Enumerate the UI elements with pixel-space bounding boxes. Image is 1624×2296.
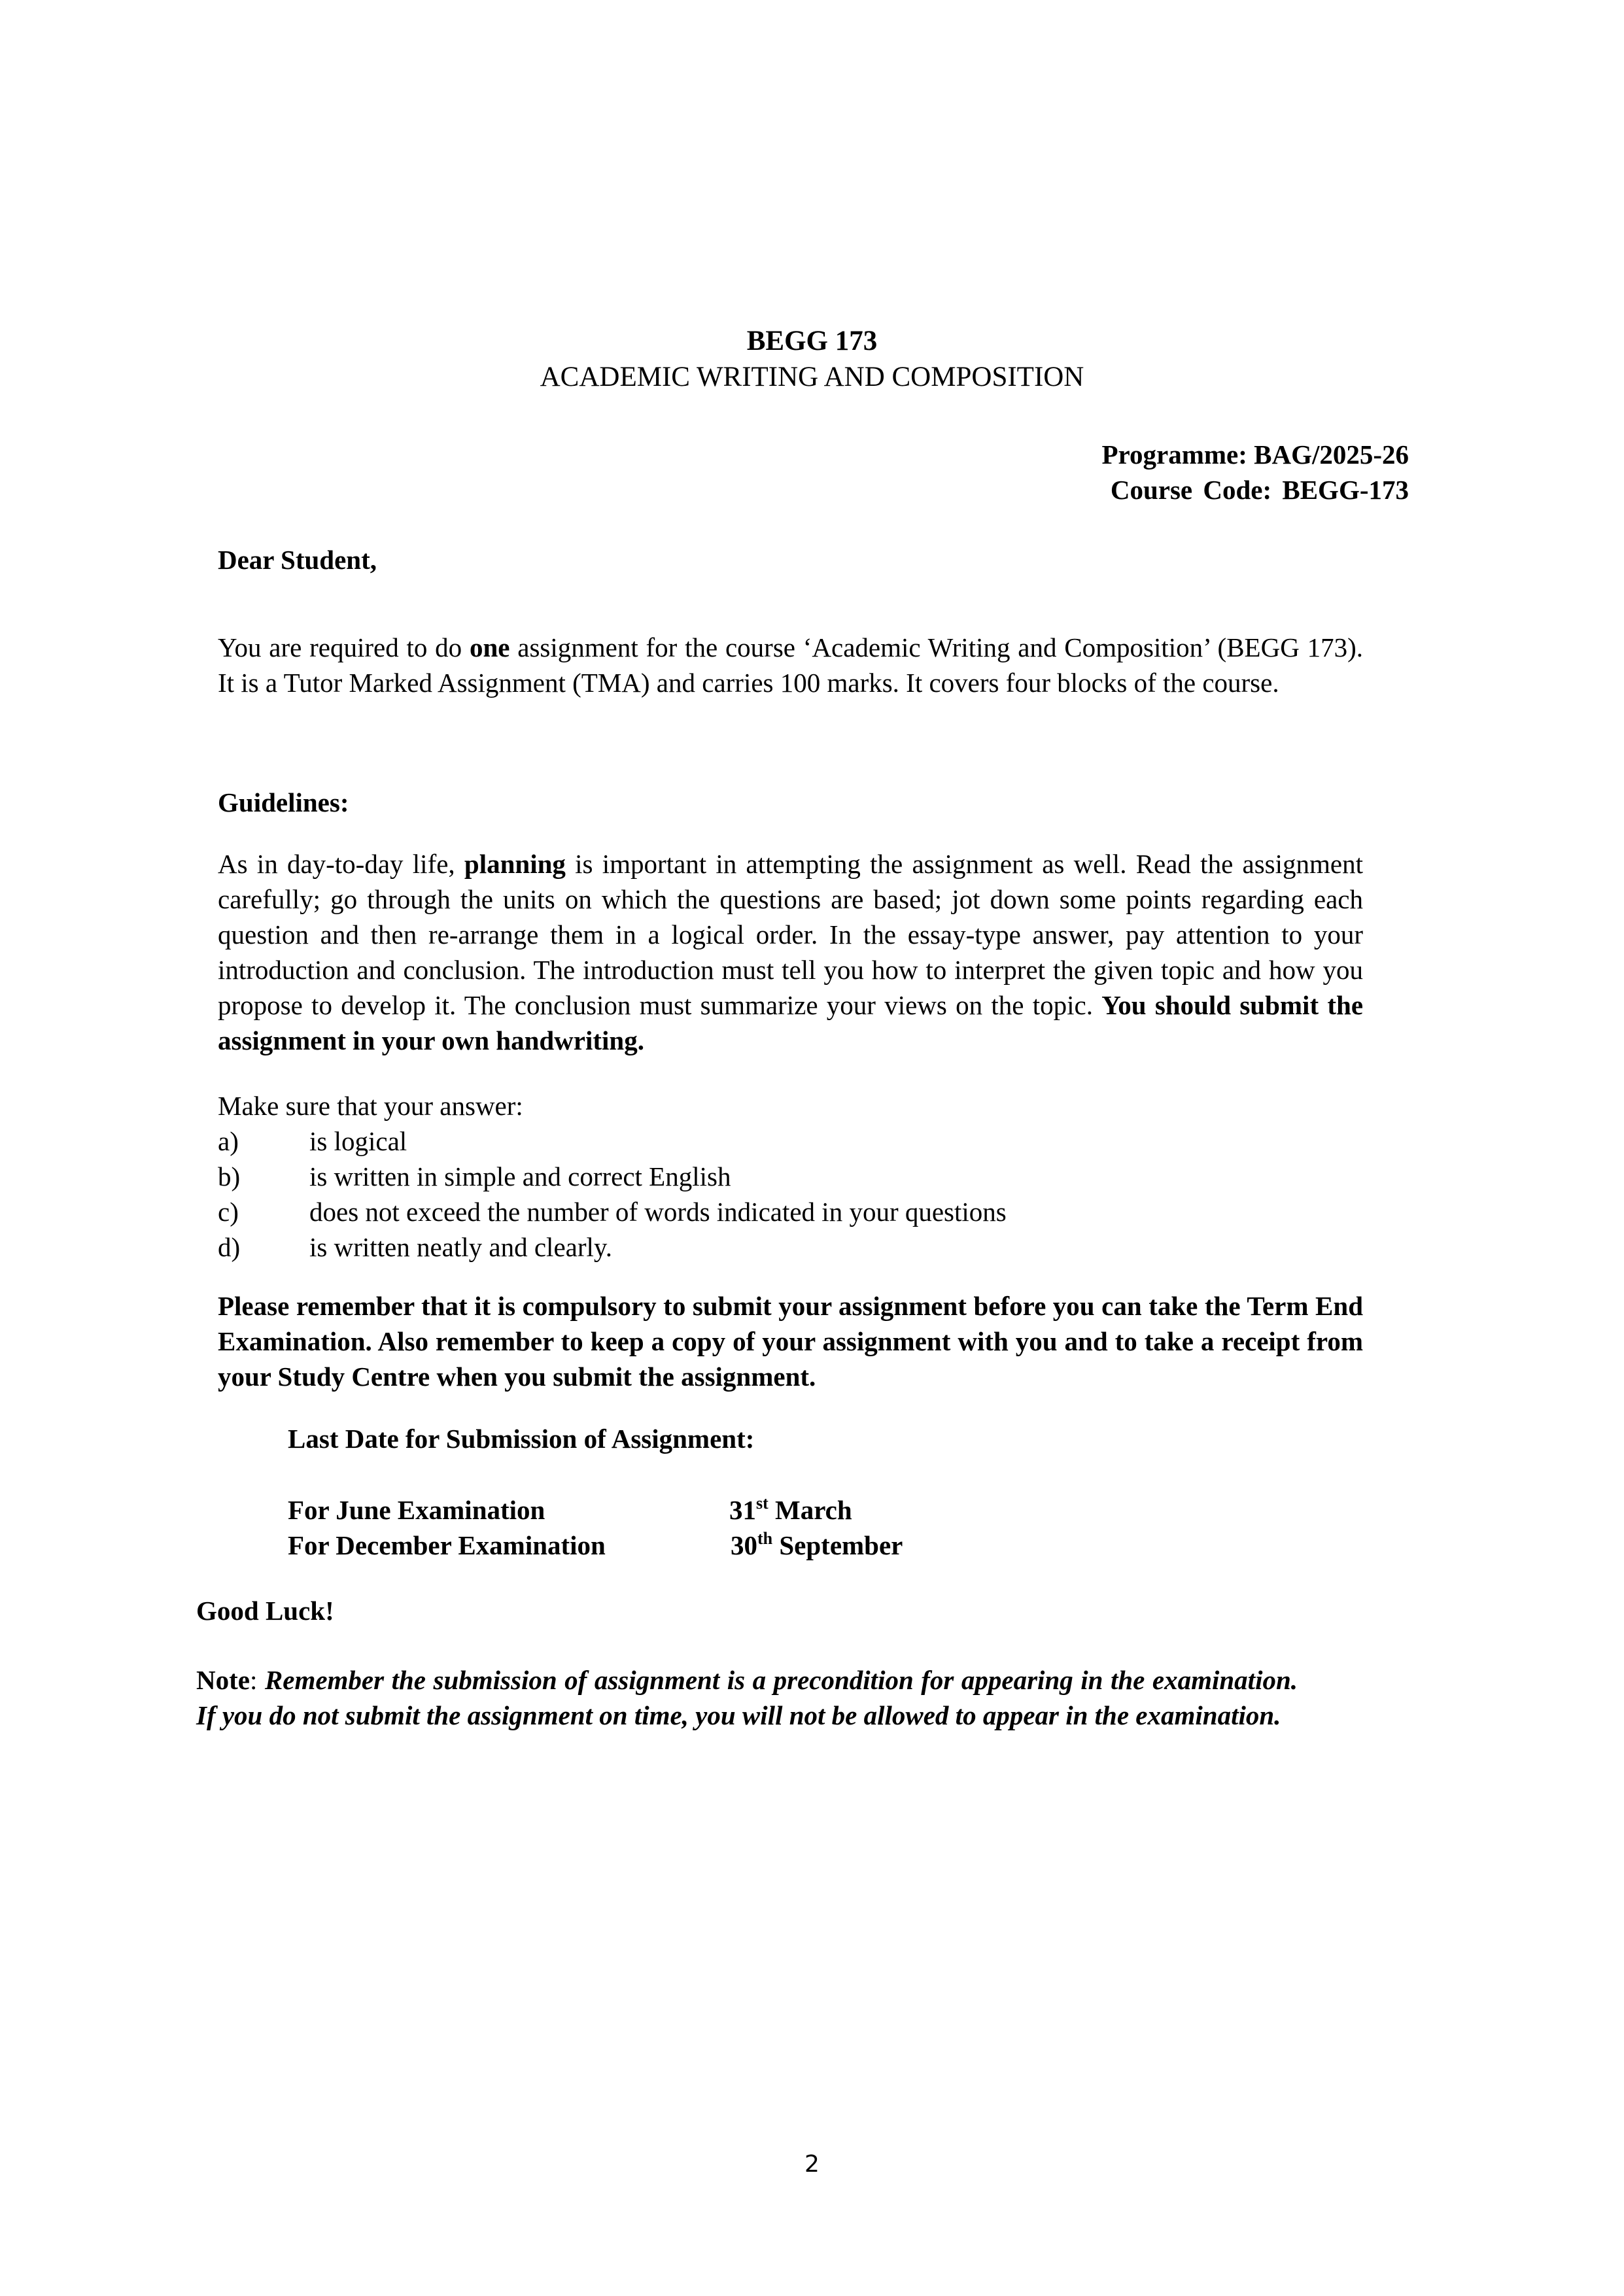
course-name-title: ACADEMIC WRITING AND COMPOSITION [540,362,1084,392]
list-item [218,1229,612,1265]
note-colon: : [249,1665,258,1695]
deadline-date-december [731,1528,903,1563]
intro-text-end: assignment for the course ‘Academic Writing and Composition’ (BEGG 173). It is a Tutor Marked Assignment (TMA) and carries 100 marks. It covers four blocks of the course. [218,632,1363,698]
deadline-day-suffix: th [757,1529,773,1548]
deadline-exam-june: For June Examination [288,1495,545,1525]
guidelines-paragraph [218,846,1363,1058]
note-paragraph [196,1662,1298,1733]
list-item-text: does not exceed the number of words indicated in your questions [309,1197,1007,1227]
intro-bold-one: one [469,632,510,662]
list-item [218,1123,407,1159]
list-item-text: is written neatly and clearly. [309,1232,612,1262]
guidelines-heading: Guidelines: [218,787,349,817]
closing-good-luck: Good Luck! [196,1596,334,1626]
list-item-label: c) [218,1197,239,1227]
deadline-exam-december: For December Examination [288,1530,606,1560]
deadline-date-june [729,1492,852,1528]
checklist-intro: Make sure that your answer: [218,1091,523,1121]
salutation: Dear Student, [218,545,377,575]
list-item-text: is logical [309,1126,407,1156]
deadline-heading: Last Date for Submission of Assignment: [288,1424,755,1454]
course-code-title: BEGG 173 [746,326,878,356]
list-item-label: b) [218,1161,241,1191]
deadline-day: 30 [731,1530,757,1560]
guidelines-handwriting-instruction: You should submit the assignment in your own handwriting. [218,990,1364,1055]
submission-reminder: Please remember that it is compulsory to submit your assignment before you can take the Term End Examination. Also remember to keep a copy of your assignment with you and to take a receipt from your Study Centre when you submit the assignment. [218,1291,1363,1392]
note-label: Note [196,1665,250,1695]
programme-line: Programme: BAG/2025-26 [1101,439,1409,470]
intro-text-start: You are required to do [218,632,470,662]
list-item [218,1159,731,1194]
deadline-month: March [775,1495,852,1525]
list-item-label: a) [218,1126,239,1156]
note-text: Remember the submission of assignment is a precondition for appearing in the examination. If you do not submit the assignment on time, you will not be allowed to appear in the examination. [196,1665,1298,1730]
list-item-label: d) [218,1232,241,1262]
deadline-day: 31 [729,1495,756,1525]
deadline-day-suffix: st [756,1494,769,1513]
guidelines-text-start: As in day-to-day life, [218,849,464,879]
intro-paragraph [218,630,1363,700]
list-item [218,1194,1007,1229]
deadline-month: September [779,1530,903,1560]
guidelines-bold-planning: planning [464,849,566,879]
list-item-text: is written in simple and correct English [309,1161,731,1191]
course-code-line: Course Code: BEGG-173 [1110,475,1409,505]
page-number: 2 [804,2151,820,2178]
guidelines-text-middle: is important in attempting the assignment as well. Read the assignment carefully; go through the units on which the questions are based; jot down some points regarding each question and then re-arrange them in a logical order. In the essay-type answer, pay attention to your introduction and conclusion. The introduction must tell you how to interpret the given topic and how you propose to develop it. The conclusion must summarize your views on the topic. [218,849,1363,1020]
